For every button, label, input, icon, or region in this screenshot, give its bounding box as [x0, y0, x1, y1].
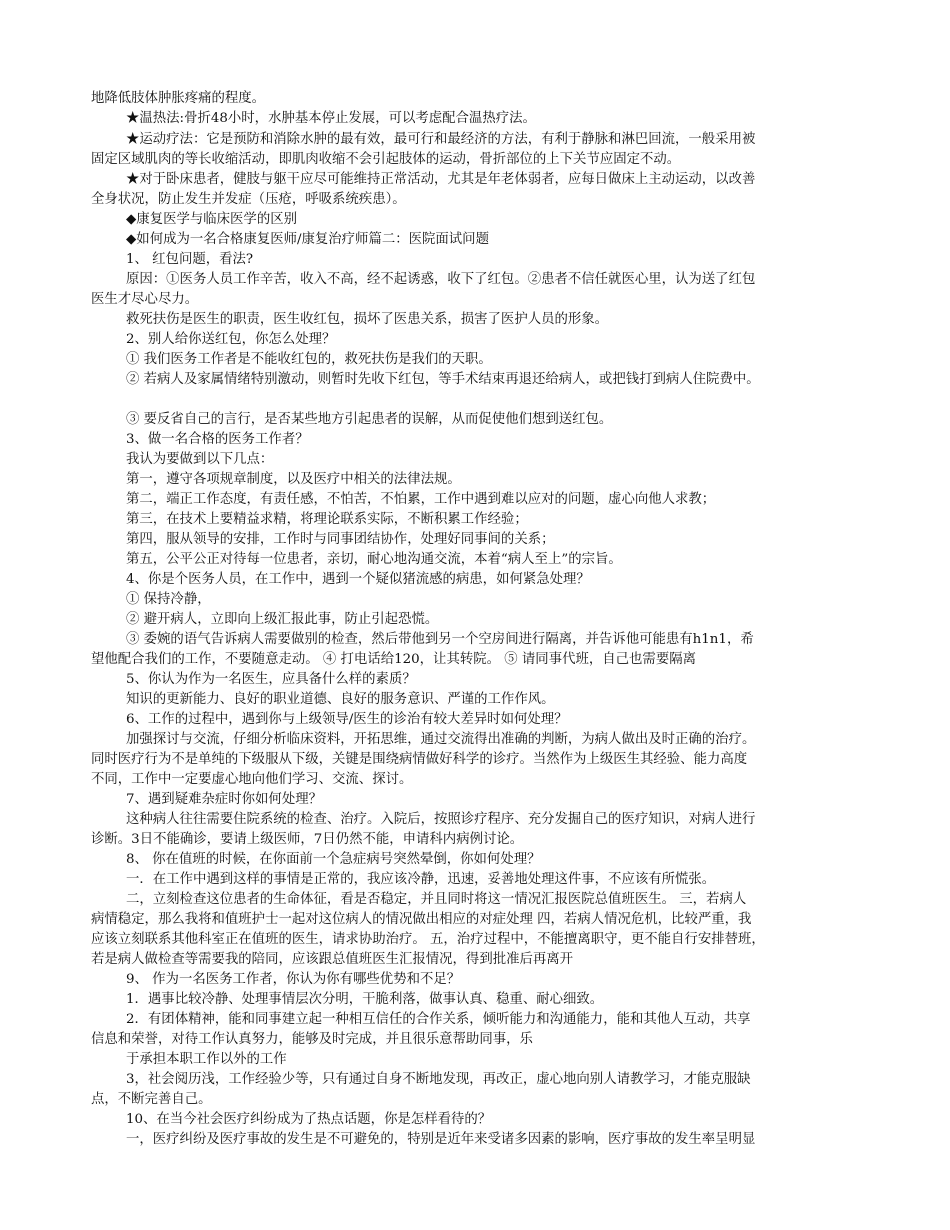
text-line: 于承担本职工作以外的工作: [126, 1052, 287, 1067]
question-heading: 6、工作的过程中，遇到你与上级领导/医生的诊治有较大差异时如何处理？: [126, 712, 568, 727]
text-line: 2．有团体精神，能和同事建立起一种相互信任的合作关系，倾听能力和沟通能力，能和其他人互动，共享: [126, 1012, 751, 1027]
text-line: ★对于卧床患者，健肢与躯干应尽可能维持正常活动，尤其是年老体弱者，应每日做床上主动运动，以改善: [126, 172, 756, 187]
text-line: 我认为要做到以下几点：: [126, 452, 274, 467]
text-line: ② 若病人及家属情绪特别激动，则暂时先收下红包，等手术结束再退还给病人，或把钱打到病人住院费中。: [126, 372, 760, 387]
text-line: 医生才尽心尽力。: [91, 292, 199, 307]
question-heading: 5、你认为作为一名医生，应具备什么样的素质？: [126, 672, 416, 687]
text-line: 望他配合我们的工作，不要随意走动。 ④ 打电话给120，让其转院。 ⑤ 请同事代班，自己也需要隔离: [91, 652, 696, 667]
text-line: 第一，遵守各项规章制度，以及医疗中相关的法律法规。: [126, 472, 461, 487]
text-line: 知识的更新能力、良好的职业道德、良好的服务意识、严谨的工作作风。: [126, 692, 555, 707]
text-line: 原因：①医务人员工作辛苦，收入不高，经不起诱惑，收下了红包。②患者不信任就医心里，认为送了红包: [126, 272, 756, 287]
text-line: 一．在工作中遇到这样的事情是正常的，我应该冷静，迅速，妥善地处理这件事，不应该有所慌张。: [126, 872, 716, 887]
question-heading: 8、 你在值班的时候，在你面前一个急症病号突然晕倒，你如何处理？: [126, 852, 541, 867]
question-heading: 7、遇到疑难杂症时你如何处理？: [126, 792, 322, 807]
question-heading: 2、别人给你送红包，你怎么处理？: [126, 332, 336, 347]
text-line: 应该立刻联系其他科室正在值班的医生，请求协助治疗。 五，治疗过程中，不能擅离职守，更不能自行安排替班，: [91, 932, 765, 947]
text-line: 病情稳定，那么我将和值班护士一起对这位病人的情况做出相应的对症处理 四，若病人情况危机，比较严重，我: [91, 912, 752, 927]
text-line: ① 我们医务工作者是不能收红包的，救死扶伤是我们的天职。: [126, 352, 492, 367]
text-line: 第二，端正工作态度，有责任感，不怕苦，不怕累，工作中遇到难以应对的问题，虚心向他人求教；: [126, 492, 716, 507]
text-line: 全身状况，防止发生并发症（压疮，呼吸系统疾患）。: [91, 192, 406, 207]
text-line: 信息和荣誉，对待工作认真努力，能够及时完成，并且很乐意帮助同事，乐: [91, 1032, 533, 1047]
text-line: 第三，在技术上要精益求精，将理论联系实际，不断积累工作经验；: [126, 512, 528, 527]
text-line: ② 避开病人，立即向上级汇报此事，防止引起恐慌。: [126, 612, 439, 627]
text-line: ★温热法:骨折48小时，水肿基本停止发展，可以考虑配合温热疗法。: [126, 111, 536, 126]
question-heading: 10、在当今社会医疗纠纷成为了热点话题，你是怎样看待的？: [126, 1112, 492, 1127]
text-line: 同时医疗行为不是单纯的下级服从下级，关键是围绕病情做好科学的诊疗。当然作为上级医生其经验、能力高度: [91, 752, 748, 767]
question-heading: 1、 红包问题，看法?: [126, 252, 254, 267]
text-line: 一，医疗纠纷及医疗事故的发生是不可避免的，特别是近年来受诸多因素的影响，医疗事故的发生率呈明显: [126, 1132, 756, 1147]
section-heading: ◆康复医学与临床医学的区别: [126, 212, 297, 227]
text-line: ① 保持冷静，: [126, 592, 211, 607]
text-line: ③ 要反省自己的言行，是否某些地方引起患者的误解，从而促使他们想到送红包。: [126, 412, 613, 427]
question-heading: 3、做一名合格的医务工作者？: [126, 432, 309, 447]
text-line: 救死扶伤是医生的职责，医生收红包，损坏了医患关系，损害了医护人员的形象。: [126, 312, 609, 327]
text-line: 第五，公平公正对待每一位患者，亲切，耐心地沟通交流，本着“病人至上”的宗旨。: [126, 552, 622, 567]
text-line: 3，社会阅历浅，工作经验少等，只有通过自身不断地发现，再改正，虚心地向别人请教学习，才能克服缺: [126, 1072, 751, 1087]
text-line: ★运动疗法：它是预防和消除水肿的最有效，最可行和最经济的方法，有利于静脉和淋巴回流，一般采用被: [126, 132, 756, 147]
text-line: 地降低肢体肿胀疼痛的程度。: [91, 91, 266, 106]
text-line: 点，不断完善自己。: [91, 1092, 212, 1107]
text-line: 1．遇事比较冷静、处理事情层次分明，干脆利落，做事认真、稳重、耐心细致。: [126, 992, 604, 1007]
text-line: 若是病人做检查等需要我的陪同，应该跟总值班医生汇报情况，得到批准后再离开: [91, 952, 574, 967]
section-heading: ◆如何成为一名合格康复医师/康复治疗师篇二：医院面试问题: [126, 232, 489, 247]
text-line: 第四，服从领导的安排，工作时与同事团结协作，处理好同事间的关系；: [126, 532, 555, 547]
text-line: 这种病人往往需要住院系统的检查、治疗。入院后，按照诊疗程序、充分发掘自己的医疗知识，对病人进行: [126, 812, 756, 827]
question-heading: 9、 作为一名医务工作者，你认为你有哪些优势和不足？: [126, 972, 461, 987]
text-line: 不同，工作中一定要虚心地向他们学习、交流、探讨。: [91, 772, 413, 787]
text-line: ③ 委婉的语气告诉病人需要做别的检查，然后带他到另一个空房间进行隔离，并告诉他可能患有h1n1，希: [126, 632, 754, 647]
text-line: 二，立刻检查这位患者的生命体征，看是否稳定，并且同时将这一情况汇报医院总值班医生。 三，若病人: [126, 892, 747, 907]
text-line: 固定区域肌肉的等长收缩活动，即肌肉收缩不会引起肢体的运动，骨折部位的上下关节应固定不动。: [91, 152, 681, 167]
question-heading: 4、你是个医务人员，在工作中，遇到一个疑似猪流感的病患，如何紧急处理？: [126, 572, 590, 587]
text-line: 诊断。3日不能确诊，要请上级医师，7日仍然不能，申请科内病例讨论。: [91, 832, 524, 847]
text-line: 加强探讨与交流，仔细分析临床资料，开拓思维，通过交流得出准确的判断，为病人做出及时正确的治疗。: [126, 732, 756, 747]
